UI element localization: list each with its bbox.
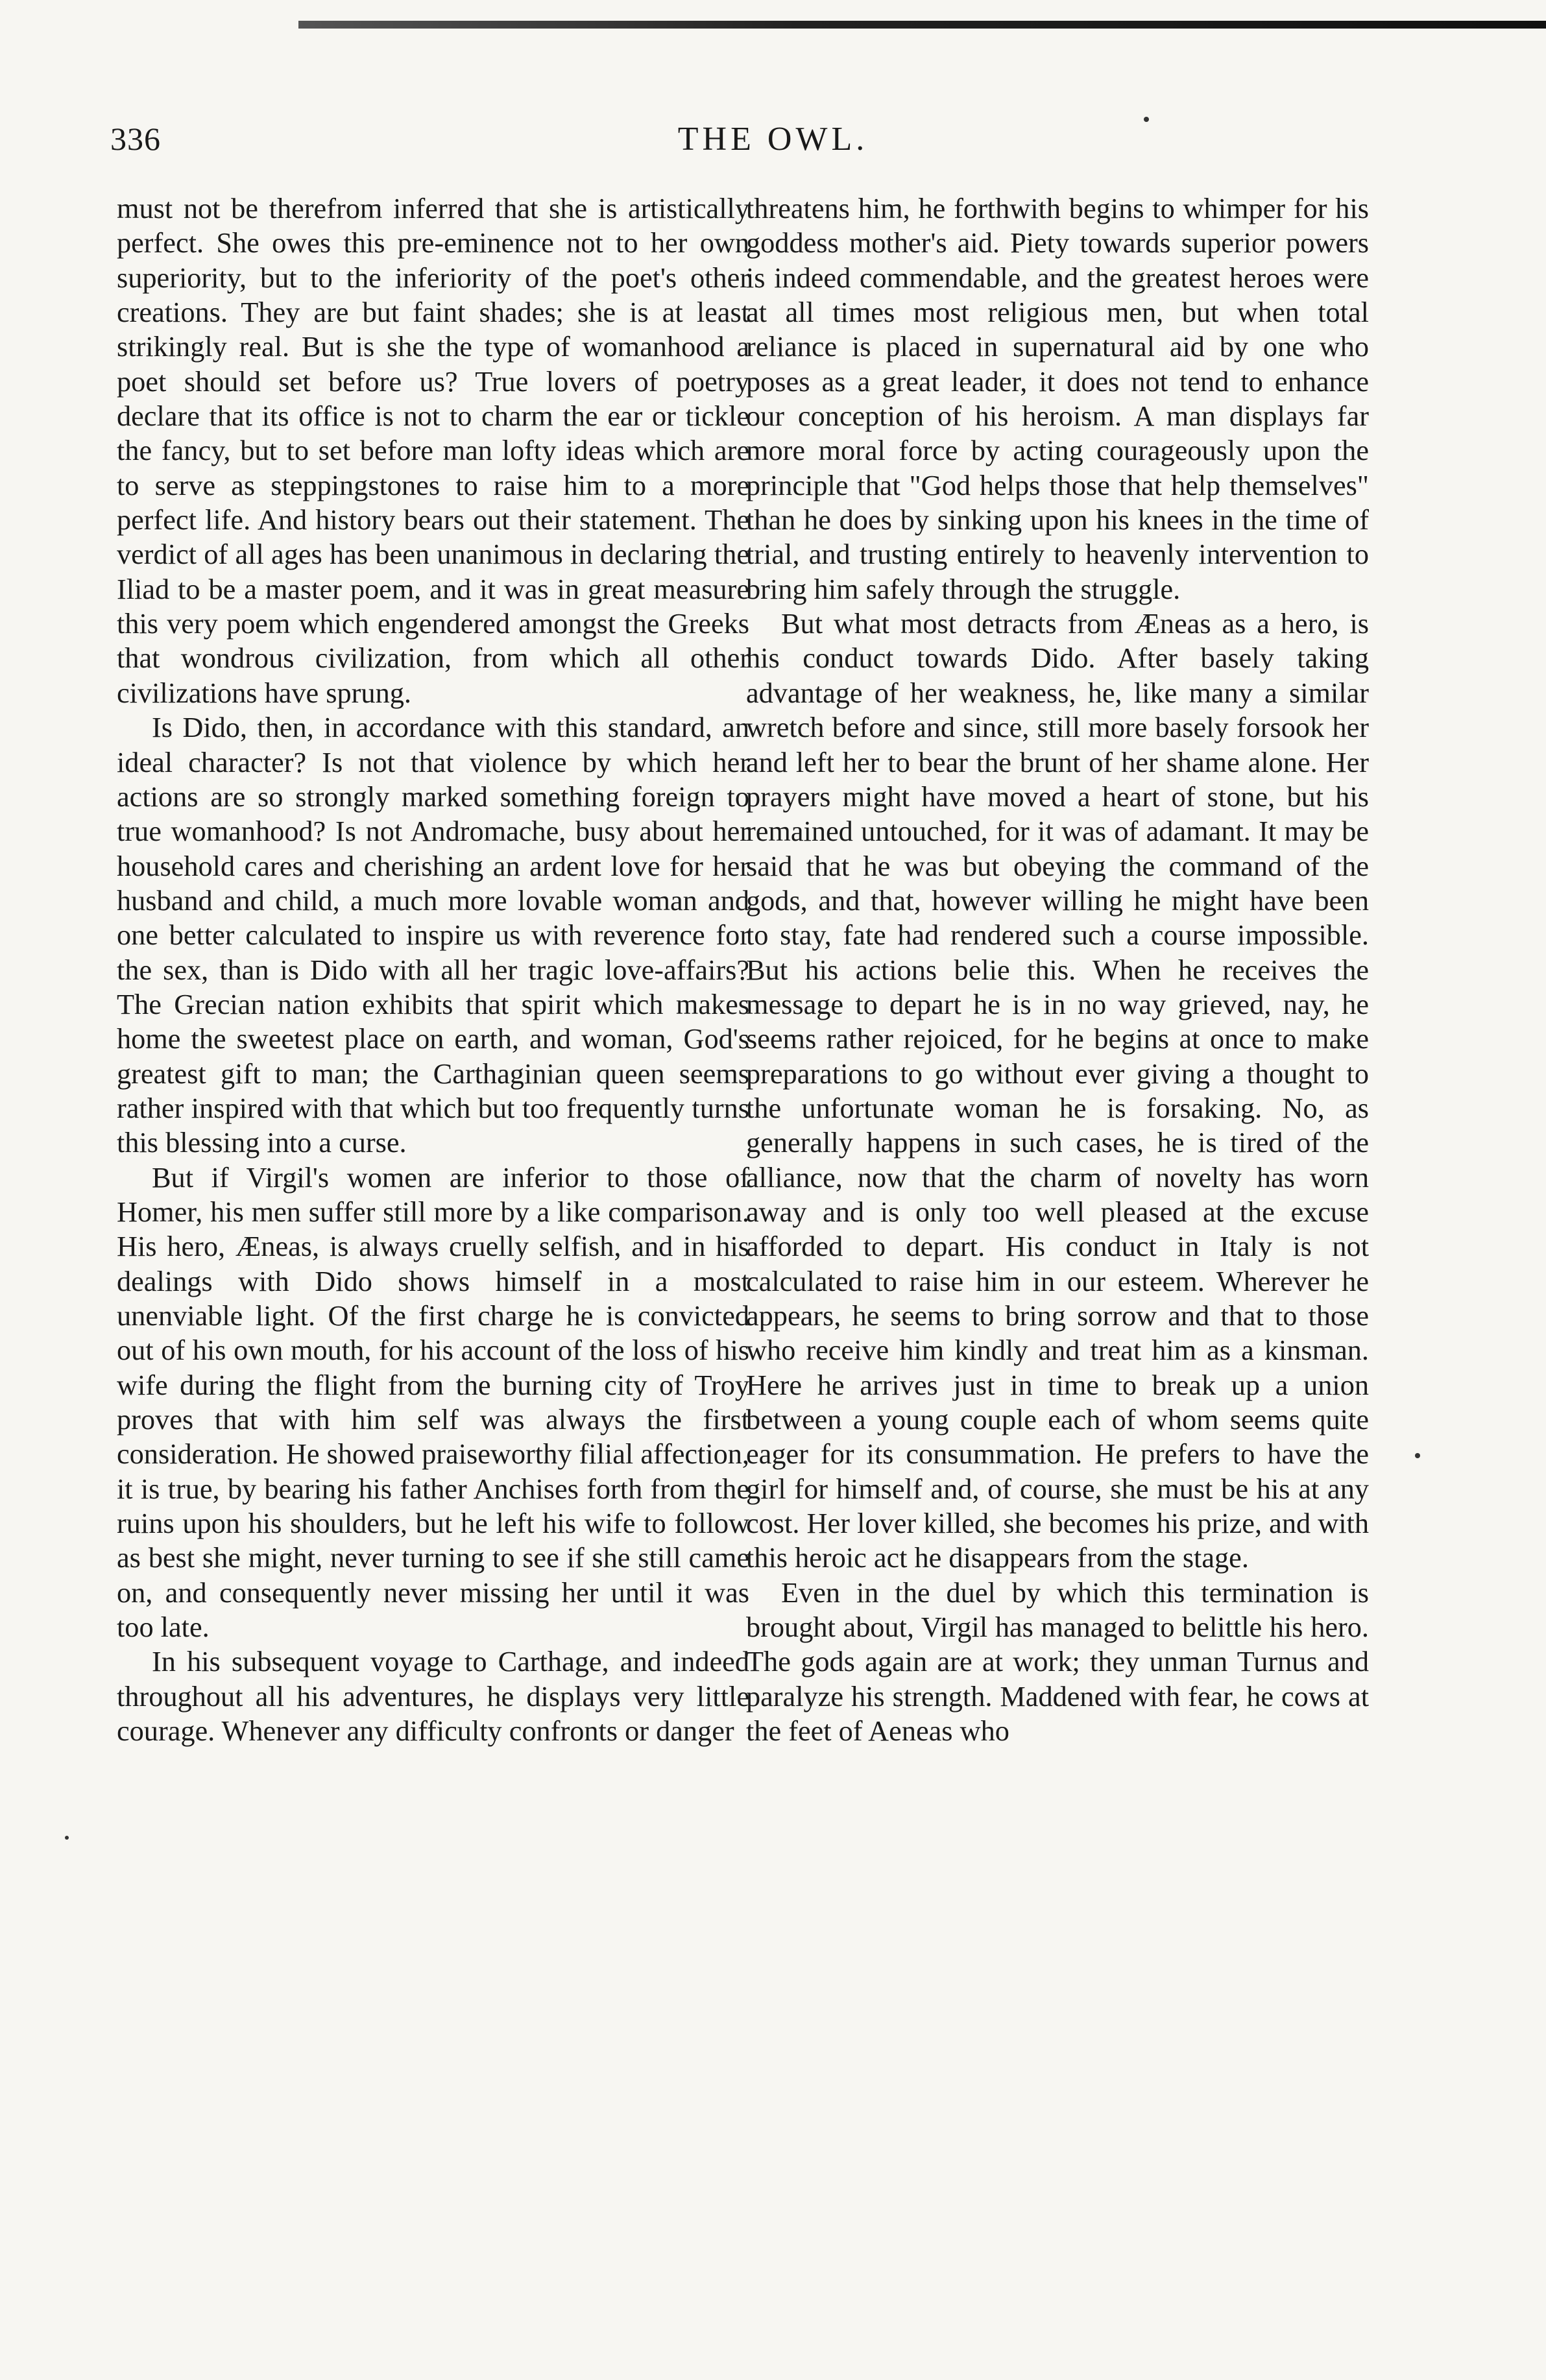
page-header bbox=[110, 120, 1436, 165]
right-column bbox=[746, 191, 1369, 1748]
paragraph: Is Dido, then, in accordance with this standard, an ideal character? Is not that violence by which her actions are so strongly marked something foreign to true womanhood? Is not Andromache, busy about her household cares and cherishing an ardent love for her husband and child, a much more lovable woman and one better calculated to inspire us with reverence for the sex, than is Dido with all her tragic love-affairs? The Grecian nation exhibits that spirit which makes home the sweetest place on earth, and woman, God's greatest gift to man; the Carthaginian queen seems rather inspired with that which but too frequently turns this blessing into a curse. bbox=[117, 712, 749, 1159]
paragraph: But if Virgil's women are inferior to those of Homer, his men suffer still more by a like comparison. His hero, Æneas, is always cruelly selfish, and in his dealings with Dido shows himself in a most unenviable light. Of the first charge he is convicted out of his own mouth, for his account of the loss of his wife during the flight from the burning city of Troy proves that with him self was always the first consideration. He showed praiseworthy filial affection, it is true, by bearing his father Anchises forth from the ruins upon his shoulders, but he left his wife to follow as best she might, never turning to see if she still came on, and consequently never missing her until it was too late. bbox=[117, 1161, 749, 1644]
page-number: 336 bbox=[110, 121, 161, 157]
paragraph: In his subsequent voyage to Carthage, and indeed throughout all his adventures, he displays very little courage. Whenever any difficulty confronts or danger bbox=[117, 1646, 749, 1748]
stray-mark bbox=[65, 1836, 69, 1840]
paragraph: threatens him, he forthwith begins to whimper for his goddess mother's aid. Piety towards superior powers is indeed commendable, and the greatest heroes were at all times most religious men, but when total reliance is placed in supernatural aid by one who poses as a great leader, it does not tend to enhance our conception of his heroism. A man displays far more moral force by acting courageously upon the principle that "God helps those that help themselves" than he does by sinking upon his knees in the time of trial, and trusting entirely to heavenly intervention to bring him safely through the struggle. bbox=[746, 193, 1369, 605]
stray-mark bbox=[1144, 117, 1149, 122]
left-column bbox=[117, 191, 749, 1748]
paragraph: Even in the duel by which this termination is brought about, Virgil has managed to belittle his hero. The gods again are at work; they unman Turnus and paralyze his strength. Maddened with fear, he cows at the feet of Aeneas who bbox=[746, 1576, 1369, 1748]
paragraph: must not be therefrom inferred that she is artistically perfect. She owes this pre-eminence not to her own superiority, but to the inferiority of the poet's other creations. They are but faint shades; she is at least strikingly real. But is she the type of womanhood a poet should set before us? True lovers of poetry declare that its office is not to charm the ear or tickle the fancy, but to set before man lofty ideas which are to serve as steppingstones to raise him to a more perfect life. And history bears out their statement. The verdict of all ages has been unanimous in declaring the Iliad to be a master poem, and it was in great measure this very poem which engendered amongst the Greeks that wondrous civilization, from which all other civilizations have sprung. bbox=[117, 193, 749, 709]
paragraph: But what most detracts from Æneas as a hero, is his conduct towards Dido. After basely taking advantage of her weakness, he, like many a similar wretch before and since, still more basely forsook her and left her to bear the brunt of her shame alone. Her prayers might have moved a heart of stone, but his remained untouched, for it was of adamant. It may be said that he was but obeying the command of the gods, and that, however willing he might have been to stay, fate had rendered such a course impossible. But his actions belie this. When he receives the message to depart he is in no way grieved, nay, he seems rather rejoiced, for he begins at once to make preparations to go without ever giving a thought to the unfortunate woman he is forsaking. No, as generally happens in such cases, he is tired of the alliance, now that the charm of novelty has worn away and is only too well pleased at the excuse afforded to depart. His conduct in Italy is not calculated to raise him in our esteem. Wherever he appears, he seems to bring sorrow and that to those who receive him kindly and treat him as a kinsman. Here he arrives just in time to break up a union between a young couple each of whom seems quite eager for its consummation. He prefers to have the girl for himself and, of course, she must be his at any cost. Her lover killed, she becomes his prize, and with this heroic act he disappears from the stage. bbox=[746, 608, 1369, 1574]
stray-mark bbox=[1415, 1453, 1420, 1458]
top-rule bbox=[298, 21, 1546, 29]
running-title: THE OWL. bbox=[677, 121, 869, 158]
